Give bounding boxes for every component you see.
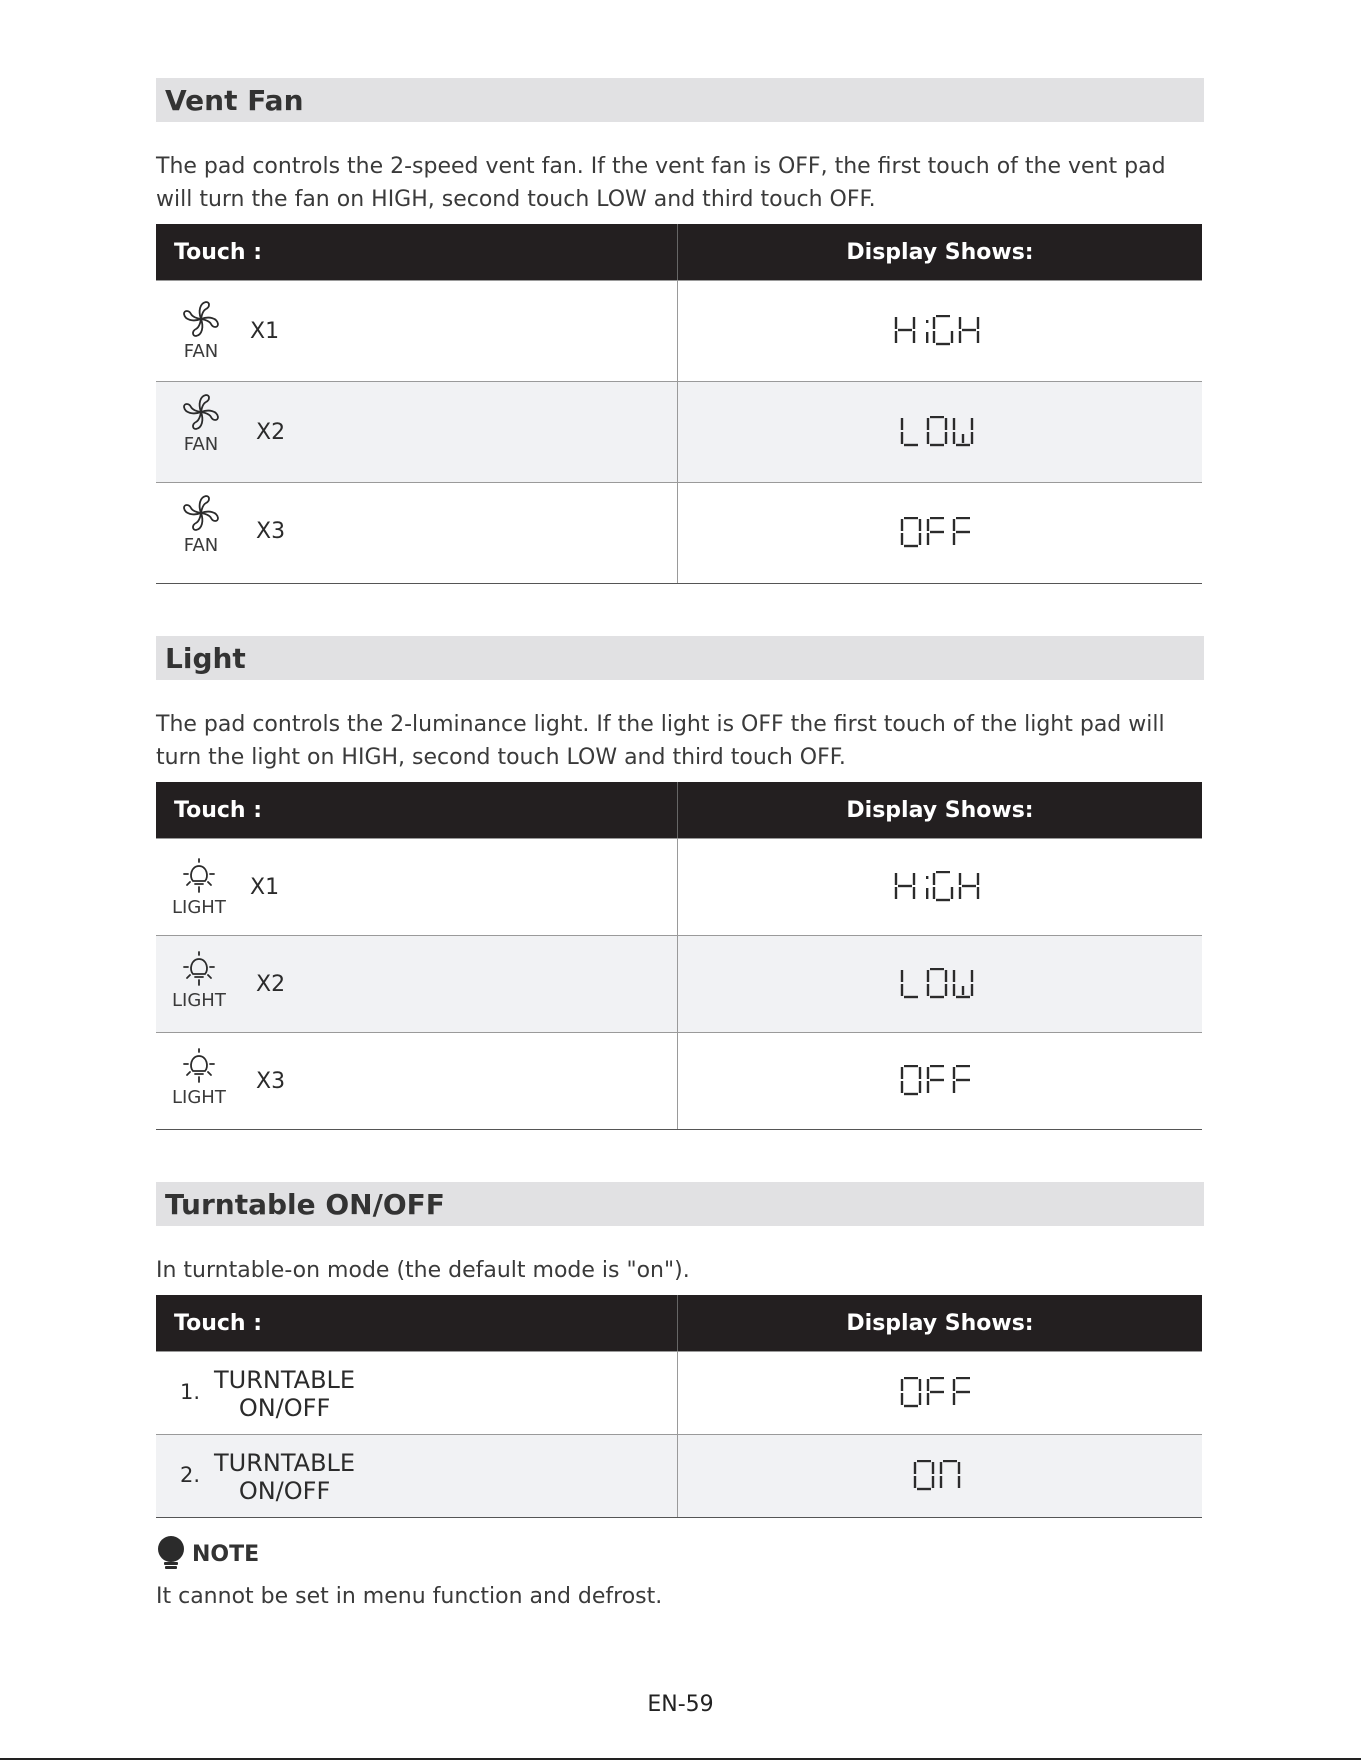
lcd-display bbox=[900, 968, 980, 1000]
fan-pad bbox=[180, 299, 222, 362]
section-title-light: Light bbox=[156, 636, 1204, 680]
lightbulb-icon bbox=[156, 1536, 186, 1572]
lcd-display bbox=[900, 416, 980, 448]
pad-label: FAN bbox=[183, 434, 219, 455]
label-line: ON/OFF bbox=[238, 1394, 331, 1422]
light-pad bbox=[172, 857, 226, 918]
label-line: ON/OFF bbox=[238, 1477, 331, 1505]
lcd-display bbox=[894, 315, 986, 347]
label-line: TURNTABLE bbox=[214, 1449, 356, 1477]
lcd-display bbox=[900, 1065, 980, 1097]
table-row bbox=[156, 935, 1202, 1032]
touch-count: X2 bbox=[256, 420, 286, 445]
bottom-rule bbox=[0, 1758, 1361, 1760]
vent-fan-table bbox=[156, 224, 1202, 584]
fan-icon bbox=[180, 392, 222, 432]
touch-count: X3 bbox=[256, 519, 286, 544]
turntable-pad-label bbox=[214, 1366, 355, 1422]
table-header bbox=[156, 1295, 1202, 1351]
col-touch: Touch : bbox=[156, 782, 678, 838]
turntable-table bbox=[156, 1295, 1202, 1518]
pad-label: LIGHT bbox=[172, 897, 226, 918]
touch-count: X1 bbox=[250, 319, 280, 344]
section-title-vent-fan: Vent Fan bbox=[156, 78, 1204, 122]
section-title-turntable: Turntable ON/OFF bbox=[156, 1182, 1204, 1226]
table-row bbox=[156, 838, 1202, 935]
label-line: TURNTABLE bbox=[214, 1366, 356, 1394]
note-text: It cannot be set in menu function and defrost. bbox=[156, 1584, 663, 1609]
table-row bbox=[156, 1351, 1202, 1434]
table-row bbox=[156, 1032, 1202, 1129]
table-row bbox=[156, 381, 1202, 482]
col-display: Display Shows: bbox=[846, 239, 1034, 265]
manual-page bbox=[156, 78, 1204, 1609]
col-display: Display Shows: bbox=[846, 797, 1034, 823]
step-number: 2. bbox=[180, 1463, 201, 1487]
turntable-pad-label bbox=[214, 1449, 355, 1505]
table-row bbox=[156, 482, 1202, 583]
table-row bbox=[156, 1434, 1202, 1517]
lightbulb-icon bbox=[178, 1047, 220, 1085]
table-header bbox=[156, 224, 1202, 280]
light-pad bbox=[172, 950, 226, 1011]
lightbulb-icon bbox=[178, 950, 220, 988]
touch-count: X2 bbox=[256, 972, 286, 997]
pad-label: FAN bbox=[183, 535, 219, 556]
page-number: EN-59 bbox=[647, 1692, 714, 1717]
col-touch: Touch : bbox=[156, 224, 678, 280]
light-pad bbox=[172, 1047, 226, 1108]
light-description: The pad controls the 2-luminance light. If the light is OFF the first touch of the light pad will turn the light on HIGH, second touch LOW and third touch OFF. bbox=[156, 712, 1165, 770]
fan-icon bbox=[180, 493, 222, 533]
step-number: 1. bbox=[180, 1380, 201, 1404]
lcd-display bbox=[900, 517, 980, 549]
pad-label: FAN bbox=[183, 341, 219, 362]
lcd-display bbox=[913, 1460, 967, 1492]
lightbulb-icon bbox=[178, 857, 220, 895]
turntable-description: In turntable-on mode (the default mode is "on"). bbox=[156, 1258, 690, 1283]
fan-pad bbox=[180, 392, 222, 455]
touch-count: X3 bbox=[256, 1069, 286, 1094]
lcd-display bbox=[894, 871, 986, 903]
fan-icon bbox=[180, 299, 222, 339]
note-title: NOTE bbox=[192, 1541, 260, 1567]
note-heading bbox=[156, 1536, 1204, 1572]
lcd-display bbox=[900, 1377, 980, 1409]
col-touch: Touch : bbox=[156, 1295, 678, 1351]
table-header bbox=[156, 782, 1202, 838]
col-display: Display Shows: bbox=[846, 1310, 1034, 1336]
pad-label: LIGHT bbox=[172, 990, 226, 1011]
pad-label: LIGHT bbox=[172, 1087, 226, 1108]
fan-pad bbox=[180, 493, 222, 556]
light-table bbox=[156, 782, 1202, 1130]
table-row bbox=[156, 280, 1202, 381]
touch-count: X1 bbox=[250, 875, 280, 900]
vent-fan-description: The pad controls the 2-speed vent fan. If the vent fan is OFF, the first touch of the vent pad will turn the fan on HIGH, second touch LOW and third touch OFF. bbox=[156, 154, 1166, 212]
